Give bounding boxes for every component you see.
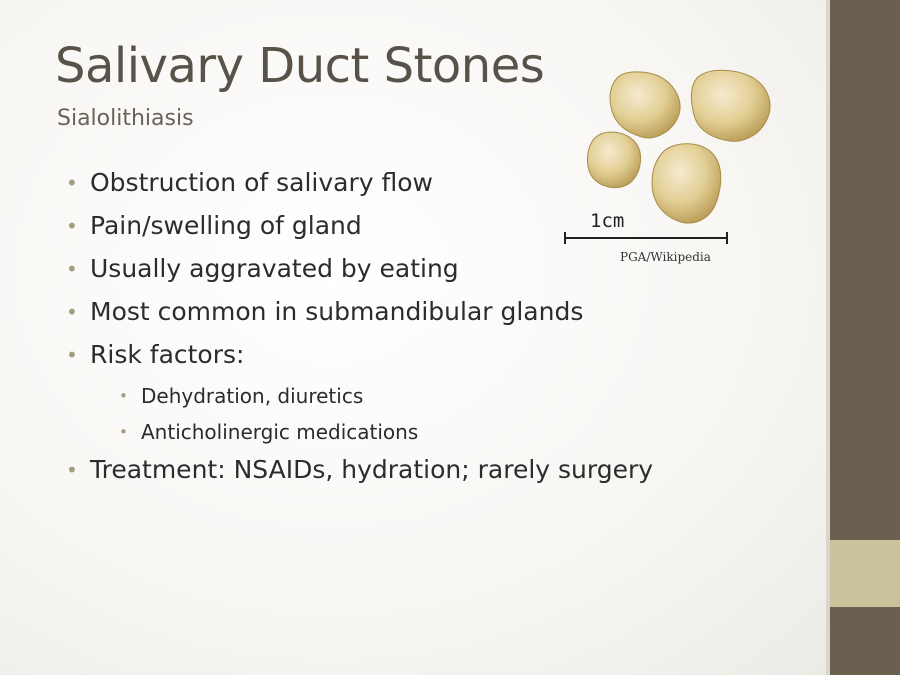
bullet-item: [66, 335, 653, 378]
image-credit: PGA/Wikipedia: [620, 250, 711, 264]
sub-bullet-item: [90, 414, 653, 450]
bullet-dot-icon: •: [66, 171, 78, 195]
scale-label: 1cm: [590, 210, 625, 232]
bullet-dot-icon: •: [66, 257, 78, 281]
sidebar-bottom-block: [830, 607, 900, 675]
stone-3-icon: [587, 132, 640, 188]
bullet-text: Obstruction of salivary flow: [90, 168, 433, 197]
bullet-item: [66, 292, 653, 335]
bullet-text: Usually aggravated by eating: [90, 254, 459, 283]
sub-bullet-text: Dehydration, diuretics: [141, 384, 364, 408]
sidebar-accent-block: [830, 540, 900, 607]
slide-title: Salivary Duct Stones: [55, 38, 545, 94]
sub-bullet-list: [90, 378, 653, 450]
bullet-dot-icon: •: [66, 300, 78, 324]
bullet-text: Pain/swelling of gland: [90, 211, 362, 240]
bullet-item: [66, 450, 653, 493]
sub-bullet-item: [90, 378, 653, 414]
bullet-text: Most common in submandibular glands: [90, 297, 584, 326]
sidebar-top-block: [830, 0, 900, 540]
bullet-dot-icon: •: [66, 214, 78, 238]
sub-bullet-text: Anticholinergic medications: [141, 420, 419, 444]
sub-bullet-dot-icon: •: [119, 423, 128, 441]
bullet-dot-icon: •: [66, 458, 78, 482]
slide-subtitle: Sialolithiasis: [57, 106, 194, 131]
stone-1-icon: [610, 72, 680, 138]
stone-2-icon: [691, 70, 770, 141]
bullet-text: Treatment: NSAIDs, hydration; rarely surgery: [90, 455, 654, 484]
stone-4-icon: [652, 144, 721, 223]
sub-bullet-group: [66, 378, 653, 450]
salivary-stones-photo: [560, 55, 790, 275]
bullet-text: Risk factors:: [90, 340, 245, 369]
sub-bullet-dot-icon: •: [119, 387, 128, 405]
bullet-dot-icon: •: [66, 343, 78, 367]
